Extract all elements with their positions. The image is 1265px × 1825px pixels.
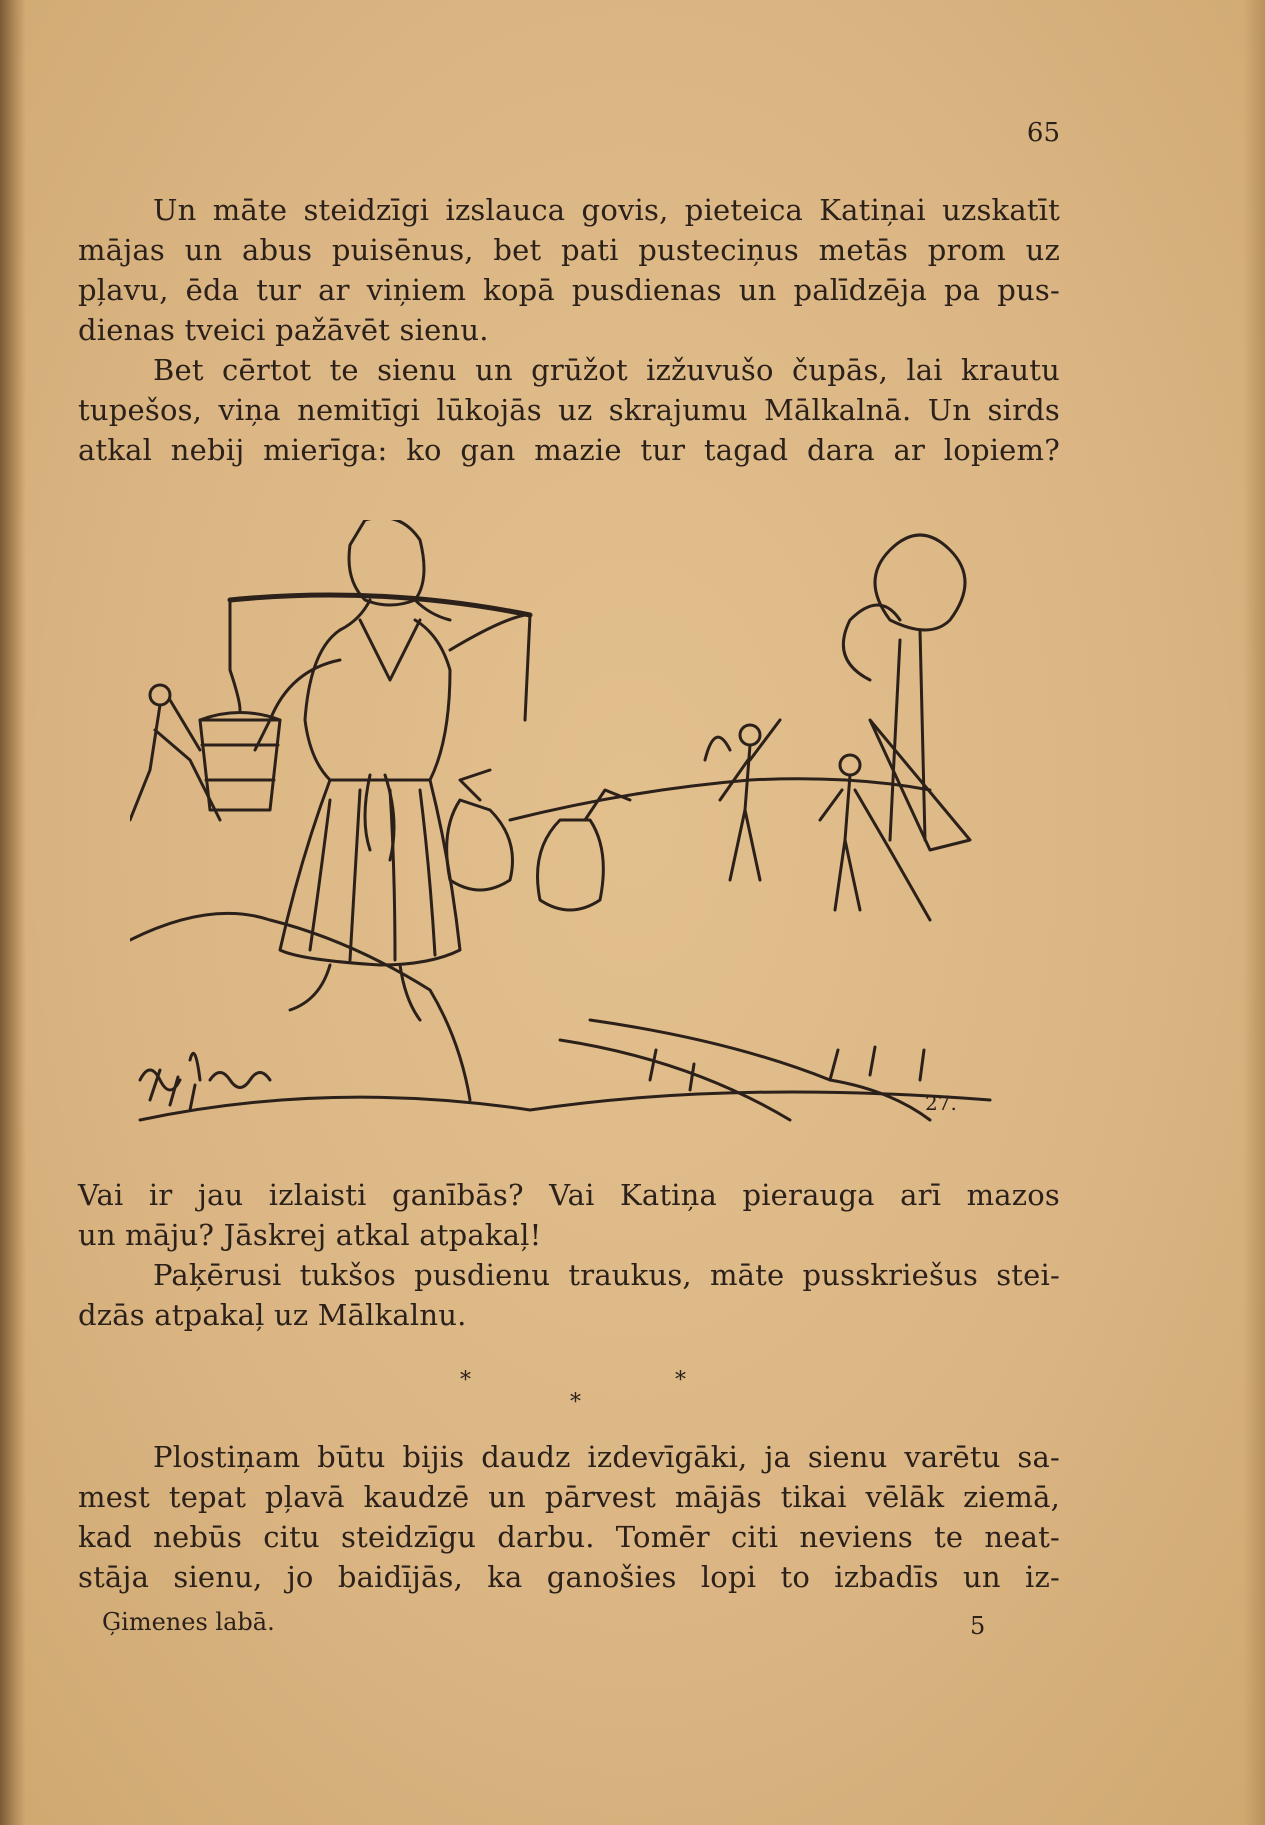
text-line: Plostiņam būtu bijis daudz izdevīgāki, ja sienu varētu sa- xyxy=(153,1440,1060,1474)
separator-star: * xyxy=(570,1390,581,1415)
illustration-signature: 27. xyxy=(925,1091,957,1115)
section-separator xyxy=(430,1368,730,1418)
text-line: Bet cērtot te sienu un grūžot izžuvušo čupās, lai krautu xyxy=(153,353,1060,387)
text-line: un māju? Jāskrej atkal atpakaļ! xyxy=(78,1218,542,1252)
footer-signature-mark: 5 xyxy=(970,1612,986,1640)
text-line: Un māte steidzīgi izslauca govis, pieteica Katiņai uzskatīt xyxy=(153,193,1060,227)
text-line: kad nebūs citu steidzīgu darbu. Tomēr citi neviens te neat- xyxy=(78,1520,1060,1554)
text-line: tupešos, viņa nemitīgi lūkojās uz skrajumu Mālkalnā. Un sirds xyxy=(78,393,1060,427)
text-line: mest tepat pļavā kaudzē un pārvest mājās tikai vēlāk ziemā, xyxy=(78,1480,1060,1514)
page-number: 65 xyxy=(1026,118,1060,148)
text-line: mājas un abus puisēnus, bet pati pusteciņus metās prom uz xyxy=(78,233,1060,267)
paragraph-2 xyxy=(78,350,1060,470)
separator-star: * xyxy=(460,1368,471,1393)
paragraph-4 xyxy=(78,1255,1060,1335)
text-line: Paķērusi tukšos pusdienu traukus, māte pusskriešus stei- xyxy=(153,1258,1060,1292)
text-line: Vai ir jau izlaisti ganībās? Vai Katiņa pierauga arī mazos xyxy=(78,1178,1060,1212)
text-line: atkal nebij mierīga: ko gan mazie tur tagad dara ar lopiem? xyxy=(78,433,1060,467)
separator-star: * xyxy=(675,1368,686,1393)
paragraph-5 xyxy=(78,1437,1060,1597)
page-edge xyxy=(1243,0,1265,1825)
illustration-woman-carrying-buckets xyxy=(130,520,1000,1140)
paragraph-3 xyxy=(78,1175,1060,1255)
text-line: dienas tveici pažāvēt sienu. xyxy=(78,313,489,347)
text-line: dzās atpakaļ uz Mālkalnu. xyxy=(78,1298,467,1332)
text-line: stāja sienu, jo baidījās, ka ganošies lopi to izbadīs un iz- xyxy=(78,1560,1060,1594)
paragraph-1 xyxy=(78,190,1060,350)
page-gutter xyxy=(0,0,26,1825)
text-line: pļavu, ēda tur ar viņiem kopā pusdienas un palīdzēja pa pus- xyxy=(78,273,1060,307)
footer-book-title: Ģimenes labā. xyxy=(102,1608,275,1636)
